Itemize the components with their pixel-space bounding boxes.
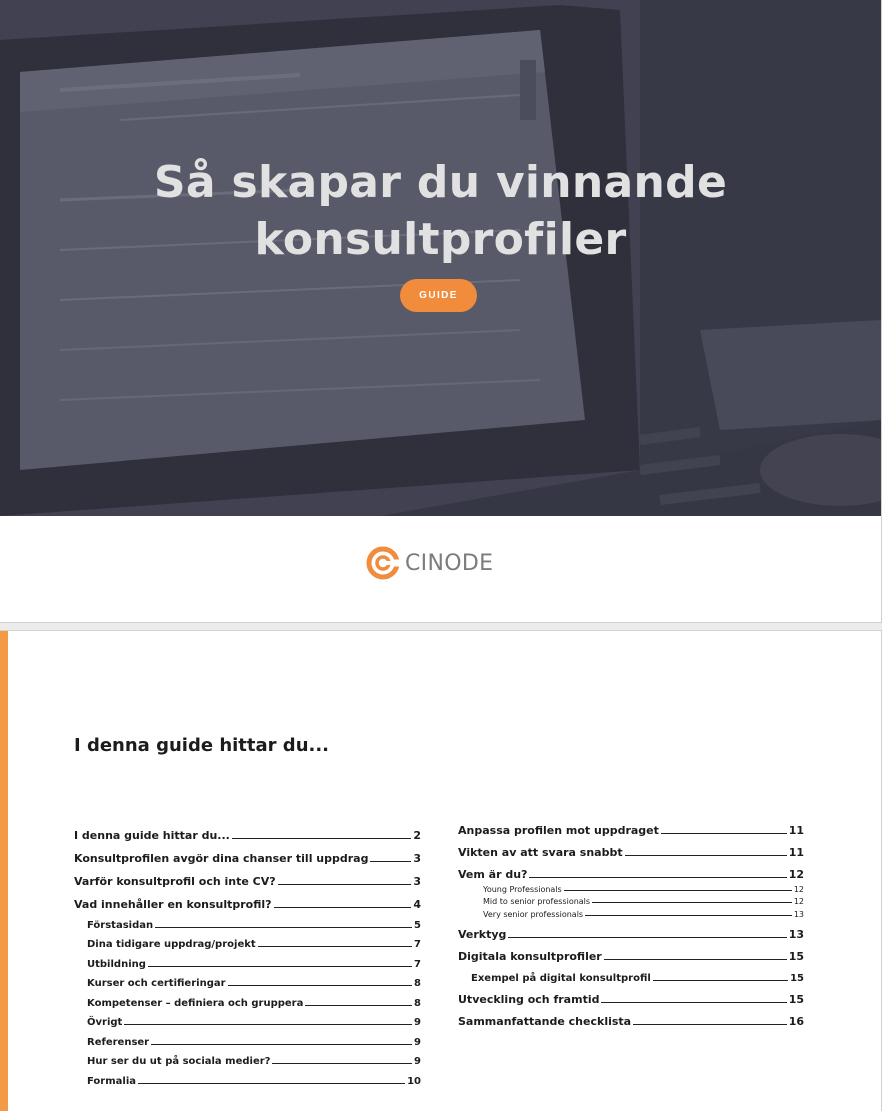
- toc-entry-page-number: 15: [788, 992, 804, 1006]
- toc-leader-line: [138, 1083, 405, 1084]
- toc-leader-line: [604, 959, 787, 960]
- toc-leader-line: [274, 907, 412, 908]
- toc-right-column: [458, 815, 804, 1028]
- toc-entry[interactable]: [74, 1028, 421, 1048]
- toc-entry-page-number: 11: [788, 846, 804, 859]
- toc-entry[interactable]: [74, 970, 421, 990]
- toc-entry[interactable]: [74, 819, 421, 842]
- toc-entry-page-number: 11: [788, 824, 804, 837]
- toc-entry[interactable]: [74, 931, 421, 951]
- toc-entry-page-number: 10: [407, 1075, 421, 1087]
- toc-leader-line: [258, 946, 412, 947]
- toc-leader-line: [305, 1005, 412, 1006]
- toc-entry[interactable]: [458, 984, 804, 1006]
- toc-entry-page-number: 9: [414, 1036, 421, 1048]
- toc-entry[interactable]: [458, 837, 804, 859]
- toc-entry-title: Varför konsultprofil och inte CV?: [74, 875, 276, 888]
- cinode-logo-icon: [366, 546, 400, 580]
- toc-left-column: [74, 819, 421, 1087]
- toc-leader-line: [633, 1024, 787, 1025]
- toc-entry[interactable]: [74, 842, 421, 865]
- toc-entry-title: Digitala konsultprofiler: [458, 949, 602, 963]
- toc-leader-line: [151, 1044, 412, 1045]
- toc-entry-page-number: 3: [413, 852, 421, 865]
- title-line-2: konsultprofiler: [254, 214, 627, 265]
- toc-entry[interactable]: [458, 963, 804, 984]
- toc-leader-line: [592, 902, 792, 903]
- toc-leader-line: [653, 980, 788, 981]
- toc-leader-line: [601, 1002, 786, 1003]
- toc-entry-title: Konsultprofilen avgör dina chanser till uppdrag: [74, 852, 369, 865]
- toc-entry[interactable]: [74, 950, 421, 970]
- toc-entry-title: Referenser: [87, 1036, 150, 1048]
- toc-entry[interactable]: [74, 1009, 421, 1029]
- toc-entry-title: Dina tidigare uppdrag/projekt: [87, 939, 256, 950]
- toc-entry-title: Utbildning: [87, 958, 146, 970]
- toc-entry-page-number: 12: [793, 884, 804, 894]
- toc-entry-page-number: 16: [788, 1014, 804, 1028]
- toc-heading: I denna guide hittar du...: [74, 735, 330, 756]
- toc-entry-title: Vikten av att svara snabbt: [458, 846, 623, 859]
- toc-entry[interactable]: [74, 1067, 421, 1087]
- toc-entry-title: I denna guide hittar du...: [74, 829, 230, 842]
- toc-entry-page-number: 13: [793, 909, 804, 919]
- toc-leader-line: [508, 937, 786, 938]
- toc-entry-page-number: 5: [414, 919, 421, 931]
- accent-bar: [0, 631, 8, 1111]
- toc-entry[interactable]: [458, 906, 804, 919]
- toc-leader-line: [278, 884, 412, 885]
- toc-entry-title: Sammanfattande checklista: [458, 1014, 632, 1028]
- title-line-1: Så skapar du vinnande: [153, 157, 728, 208]
- toc-entry-title: Anpassa profilen mot uppdraget: [458, 824, 659, 837]
- toc-page: [0, 630, 882, 1111]
- toc-entry-title: Mid to senior professionals: [483, 897, 591, 906]
- toc-entry-page-number: 13: [788, 927, 804, 941]
- toc-entry[interactable]: [74, 1048, 421, 1068]
- toc-entry-title: Exempel på digital konsultprofil: [471, 972, 651, 984]
- logo-wordmark: CINODE: [405, 550, 494, 576]
- toc-entry-title: Kurser och certifieringar: [87, 978, 226, 989]
- toc-entry-page-number: 9: [414, 1017, 421, 1028]
- toc-leader-line: [228, 985, 413, 986]
- toc-entry-page-number: 7: [414, 939, 421, 950]
- toc-entry[interactable]: [458, 881, 804, 894]
- toc-entry-page-number: 12: [793, 897, 804, 906]
- toc-entry[interactable]: [458, 894, 804, 907]
- toc-entry-page-number: 12: [788, 868, 804, 881]
- toc-entry[interactable]: [74, 888, 421, 911]
- toc-entry-page-number: 15: [790, 972, 804, 984]
- toc-entry-page-number: 15: [788, 949, 804, 963]
- toc-entry[interactable]: [74, 989, 421, 1009]
- cinode-logo: [366, 545, 493, 581]
- toc-entry-page-number: 2: [413, 829, 421, 842]
- toc-entry-title: Vem är du?: [458, 868, 528, 881]
- guide-title: [0, 154, 881, 268]
- toc-entry-title: Young Professionals: [483, 884, 562, 894]
- toc-entry-page-number: 3: [413, 875, 421, 888]
- toc-entry[interactable]: [458, 859, 804, 881]
- toc-entry-title: Vad innehåller en konsultprofil?: [74, 898, 272, 911]
- toc-entry-page-number: 8: [414, 997, 421, 1009]
- toc-leader-line: [564, 890, 792, 891]
- toc-entry-title: Hur ser du ut på sociala medier?: [87, 1056, 271, 1067]
- toc-entry-title: Kompetenser – definiera och gruppera: [87, 997, 304, 1009]
- toc-entry[interactable]: [74, 911, 421, 931]
- toc-entry-page-number: 9: [414, 1056, 421, 1067]
- toc-entry-page-number: 7: [414, 958, 421, 970]
- toc-leader-line: [529, 877, 786, 878]
- toc-entry-title: Utveckling och framtid: [458, 992, 600, 1006]
- toc-leader-line: [148, 966, 412, 967]
- toc-entry-title: Övrigt: [87, 1017, 123, 1028]
- toc-entry-title: Formalia: [87, 1075, 136, 1087]
- toc-leader-line: [232, 838, 411, 839]
- toc-entry-title: Förstasidan: [87, 919, 154, 931]
- toc-leader-line: [661, 833, 787, 834]
- toc-entry-title: Verktyg: [458, 927, 507, 941]
- toc-entry[interactable]: [458, 941, 804, 963]
- toc-leader-line: [272, 1063, 412, 1064]
- toc-entry-page-number: 8: [414, 978, 421, 989]
- toc-leader-line: [585, 915, 792, 916]
- toc-leader-line: [155, 927, 412, 928]
- toc-leader-line: [370, 861, 411, 862]
- toc-entry[interactable]: [458, 1006, 804, 1028]
- toc-leader-line: [625, 855, 787, 856]
- toc-entry[interactable]: [458, 919, 804, 941]
- toc-entry[interactable]: [458, 815, 804, 837]
- toc-entry-title: Very senior professionals: [483, 909, 584, 919]
- toc-leader-line: [124, 1024, 412, 1025]
- toc-entry-page-number: 4: [413, 898, 421, 911]
- guide-badge-button[interactable]: GUIDE: [400, 279, 477, 312]
- toc-entry[interactable]: [74, 865, 421, 888]
